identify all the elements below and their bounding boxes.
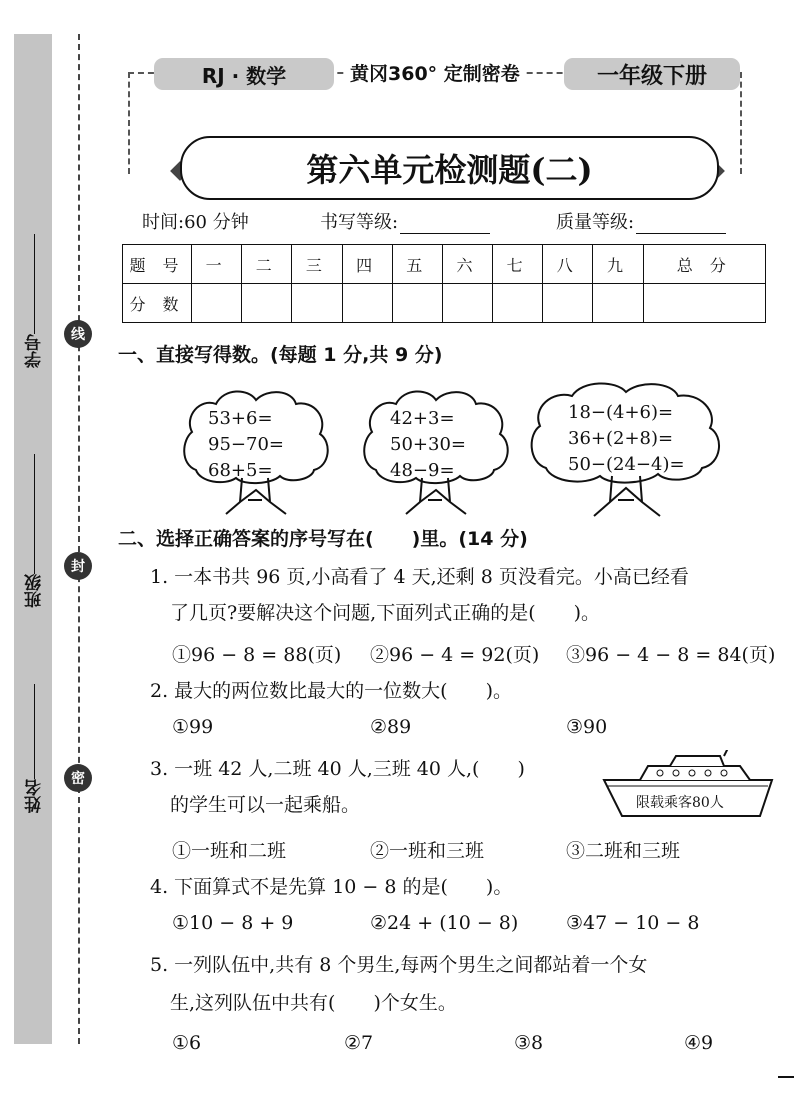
brand-text: 黄冈360° 定制密卷 [344,58,526,90]
math-item: 18−(4+6)= [568,402,674,423]
score-table-header-label: 题 号 [123,245,192,284]
score-col-4: 四 [342,245,392,284]
score-cell[interactable] [392,284,442,323]
score-cell[interactable] [643,284,765,323]
score-col-8: 八 [543,245,593,284]
math-item: 50+30= [390,434,466,455]
section-2-title: 二、选择正确答案的序号写在( )里。(14 分) [118,528,528,550]
name-blank [34,684,35,779]
question-3-line-1: 3. 一班 42 人,二班 40 人,三班 40 人,( ) [150,758,525,780]
score-col-6: 六 [442,245,492,284]
cut-line [78,34,80,1044]
class-field[interactable] [10,450,58,608]
q2-option-1[interactable]: ①99 [172,716,214,738]
score-table-header-row [123,245,766,284]
score-row-label: 分 数 [123,284,192,323]
name-label: 姓名 [24,779,45,813]
page-corner-mark [778,1076,794,1078]
q1-option-1[interactable]: ①96 − 8 = 88(页) [172,644,342,666]
score-cell[interactable] [543,284,593,323]
score-cell[interactable] [192,284,242,323]
writing-grade-blank [400,215,490,234]
seal-seal: 封 [64,552,92,580]
quality-grade[interactable] [556,208,726,234]
score-col-7: 七 [493,245,543,284]
score-cell[interactable] [242,284,292,323]
question-3-line-2: 的学生可以一起乘船。 [170,794,361,816]
math-item: 36+(2+8)= [568,428,674,449]
score-cell[interactable] [493,284,543,323]
page-title: 第六单元检测题(二) [180,136,719,200]
score-col-total: 总 分 [643,245,765,284]
math-item: 50−(24−4)= [568,454,685,475]
q4-option-3[interactable]: ③47 − 10 − 8 [566,912,700,934]
q5-option-2[interactable]: ②7 [344,1032,374,1054]
q2-option-2[interactable]: ②89 [370,716,412,738]
tree-cloud-3 [526,378,726,524]
math-group-2 [390,406,466,484]
time-info: 时间:60 分钟 [142,212,249,233]
q4-option-1[interactable]: ①10 − 8 + 9 [172,912,294,934]
q5-option-4[interactable]: ④9 [684,1032,714,1054]
score-cell[interactable] [593,284,643,323]
tree-cloud-1 [176,382,336,522]
class-blank [34,454,35,574]
student-id-label: 学号 [24,334,45,368]
tree-cloud-2 [356,382,516,522]
math-item: 95−70= [208,434,284,455]
score-cell[interactable] [342,284,392,323]
seal-line: 线 [64,320,92,348]
q3-option-1[interactable]: ①一班和二班 [172,840,287,862]
boat-capacity-label: 限载乘客80人 [636,795,724,811]
student-id-blank [34,234,35,334]
question-5-line-2: 生,这列队伍中共有( )个女生。 [170,992,457,1014]
score-table [122,244,766,323]
question-1-line-1: 1. 一本书共 96 页,小高看了 4 天,还剩 8 页没看完。小高已经看 [150,566,689,588]
score-table-score-row [123,284,766,323]
score-col-5: 五 [392,245,442,284]
math-item: 68+5= [208,460,273,481]
section-1-title: 一、直接写得数。(每题 1 分,共 9 分) [118,344,443,366]
score-col-2: 二 [242,245,292,284]
q5-option-1[interactable]: ①6 [172,1032,202,1054]
math-item: 53+6= [208,408,273,429]
q3-option-2[interactable]: ②一班和三班 [370,840,485,862]
q3-option-3[interactable]: ③二班和三班 [566,840,681,862]
q1-option-3[interactable]: ③96 − 4 − 8 = 84(页) [566,644,776,666]
score-col-9: 九 [593,245,643,284]
q1-option-2[interactable]: ②96 − 4 = 92(页) [370,644,540,666]
q2-option-3[interactable]: ③90 [566,716,608,738]
math-group-1 [208,406,284,484]
score-cell[interactable] [292,284,342,323]
question-2-line-1: 2. 最大的两位数比最大的一位数大( )。 [150,680,512,702]
score-col-3: 三 [292,245,342,284]
question-5-line-1: 5. 一列队伍中,共有 8 个男生,每两个男生之间都站着一个女 [150,954,648,976]
score-col-1: 一 [192,245,242,284]
class-label: 班级 [24,574,45,608]
name-field[interactable] [10,680,58,813]
quality-grade-label: 质量等级: [556,212,635,233]
q5-option-3[interactable]: ③8 [514,1032,544,1054]
score-cell[interactable] [442,284,492,323]
quality-grade-blank [636,215,726,234]
grade-badge: 一年级下册 [564,58,740,90]
question-1-line-2: 了几页?要解决这个问题,下面列式正确的是( )。 [170,602,601,624]
seal-secret: 密 [64,764,92,792]
edition-badge: RJ · 数学 [154,58,334,90]
writing-grade-label: 书写等级: [320,212,399,233]
math-item: 42+3= [390,408,455,429]
question-4-line-1: 4. 下面算式不是先算 10 − 8 的是( )。 [150,876,513,898]
q4-option-2[interactable]: ②24 + (10 − 8) [370,912,519,934]
writing-grade[interactable] [320,208,490,234]
math-group-3 [568,400,685,478]
student-id-field[interactable] [10,230,58,368]
math-item: 48−9= [390,460,455,481]
